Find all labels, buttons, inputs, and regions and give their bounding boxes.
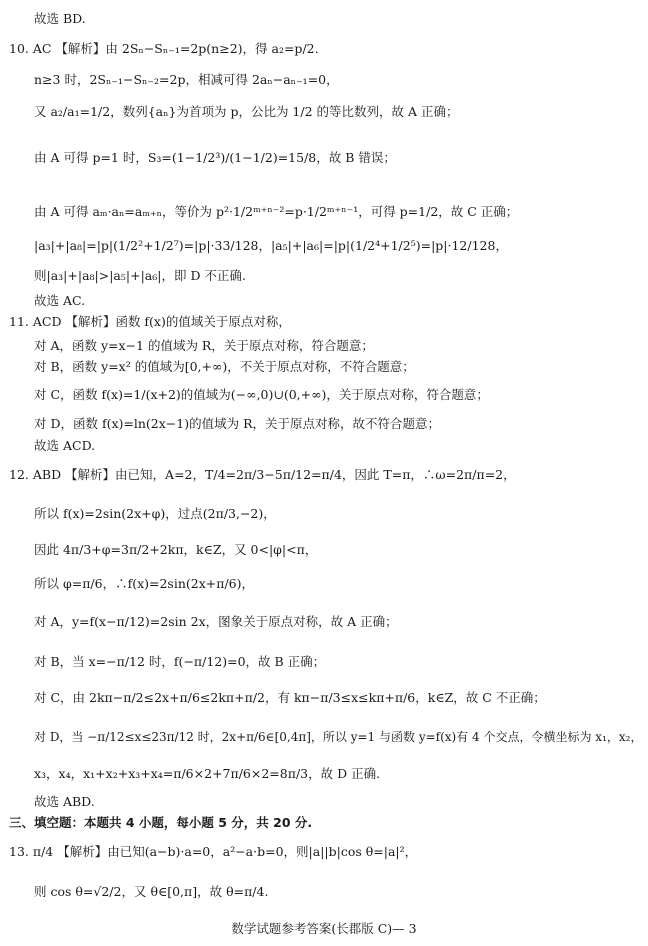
text-line-2: 10. AC 【解析】由 2Sₙ−Sₙ₋₁=2p(n≥2)，得 a₂=p/2. (9, 41, 319, 56)
text-line-24: x₃，x₄，x₁+x₂+x₃+x₄=π/6×2+7π/6×2=8π/3，故 D 正确. (34, 766, 381, 781)
text-line-1: 故选 BD. (34, 11, 86, 26)
text-line-15: 故选 ACD. (34, 438, 96, 453)
text-line-11: 对 A，函数 y=x−1 的值域为 R，关于原点对称，符合题意； (34, 338, 374, 353)
text-line-12: 对 B，函数 y=x² 的值域为[0,+∞)，不关于原点对称，不符合题意； (34, 359, 415, 374)
text-line-6: 由 A 可得 aₘ·aₙ=aₘ₊ₙ，等价为 p²·1/2ᵐ⁺ⁿ⁻²=p·1/2ᵐ⁺ⁿ⁻¹，可得 p=1/2，故 C 正确； (34, 204, 519, 219)
text-line-9: 故选 AC. (34, 293, 86, 308)
text-line-22: 对 C，由 2kπ−π/2≤2x+π/6≤2kπ+π/2，有 kπ−π/3≤x≤kπ+π/6，k∈Z，故 C 不正确； (34, 690, 546, 705)
text-line-28: 则 cos θ=√2/2，又 θ∈[0,π]，故 θ=π/4. (34, 884, 269, 899)
text-line-10: 11. ACD 【解析】函数 f(x)的值域关于原点对称， (9, 314, 291, 329)
section-heading: 三、填空题：本题共 4 小题，每小题 5 分，共 20 分. (9, 815, 313, 830)
text-line-23: 对 D，当 −π/12≤x≤23π/12 时，2x+π/6∈[0,4π]，所以 y=1 与函数 y=f(x)有 4 个交点，令横坐标为 x₁，x₂， (34, 730, 643, 744)
text-line-8: 则|a₃|+|a₈|>|a₅|+|a₆|，即 D 不正确. (34, 268, 246, 283)
text-line-17: 所以 f(x)=2sin(2x+φ)，过点(2π/3,−2)， (34, 506, 276, 521)
text-line-7: |a₃|+|a₈|=|p|(1/2²+1/2⁷)=|p|·33/128，|a₅|+|a₆|=|p|(1/2⁴+1/2⁵)=|p|·12/128， (34, 238, 508, 253)
page-footer: 数学试题参考答案(长郡版 C)— 3 (231, 921, 417, 936)
text-line-25: 故选 ABD. (34, 794, 95, 809)
text-line-13: 对 C，函数 f(x)=1/(x+2)的值域为(−∞,0)∪(0,+∞)，关于原点对称，符合题意； (34, 387, 489, 402)
text-line-5: 由 A 可得 p=1 时，S₃=(1−1/2³)/(1−1/2)=15/8，故 B 错误； (34, 150, 396, 165)
text-line-19: 所以 φ=π/6，∴f(x)=2sin(2x+π/6)， (34, 576, 255, 591)
text-line-16: 12. ABD 【解析】由已知，A=2，T/4=2π/3−5π/12=π/4，因此 T=π，∴ω=2π/π=2， (9, 467, 516, 482)
text-line-14: 对 D，函数 f(x)=ln(2x−1)的值域为 R，关于原点对称，故不符合题意； (34, 416, 440, 431)
text-line-20: 对 A，y=f(x−π/12)=2sin 2x，图象关于原点对称，故 A 正确； (34, 614, 398, 629)
text-line-21: 对 B，当 x=−π/12 时，f(−π/12)=0，故 B 正确； (34, 654, 326, 669)
text-line-4: 又 a₂/a₁=1/2，数列{aₙ}为首项为 p，公比为 1/2 的等比数列，故 A 正确； (34, 104, 459, 119)
text-line-27: 13. π/4 【解析】由已知(a−b)·a=0，a²−a·b=0，则|a||b|cos θ=|a|²， (9, 844, 418, 859)
text-line-18: 因此 4π/3+φ=3π/2+2kπ，k∈Z，又 0<|φ|<π， (34, 542, 318, 557)
text-line-3: n≥3 时，2Sₙ₋₁−Sₙ₋₂=2p，相减可得 2aₙ−aₙ₋₁=0， (34, 72, 339, 87)
